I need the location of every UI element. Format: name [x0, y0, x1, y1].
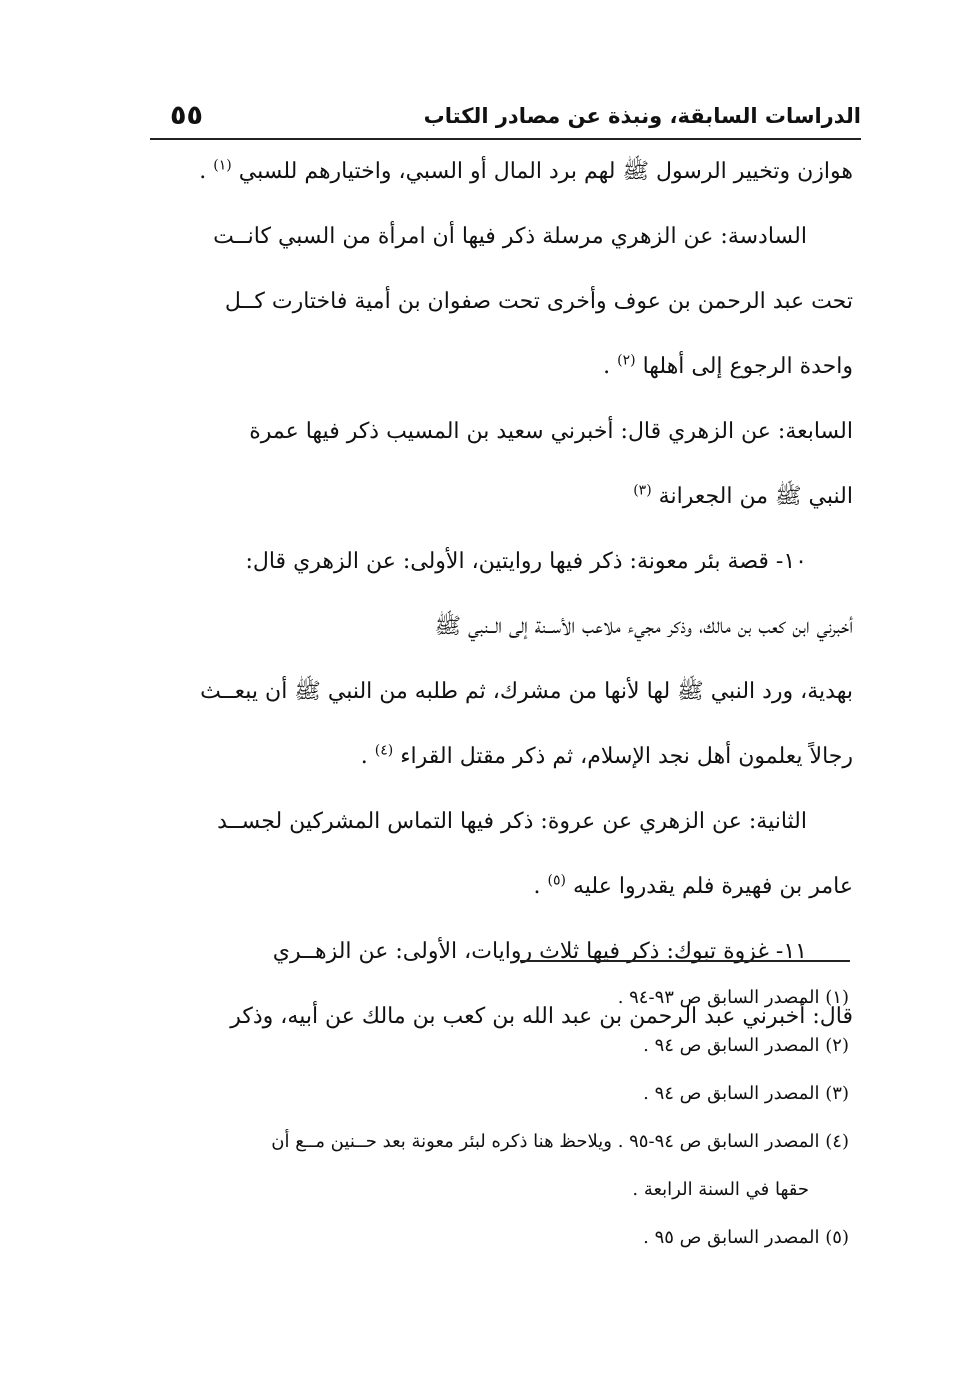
paragraph-line: هوازن وتخيير الرسول ﷺ لهم برد المال أو السبي، واختيارهم للسبي $^{(١)}$ .: [199, 157, 853, 184]
paragraph-line: تحت عبد الرحمن بن عوف وأخرى تحت صفوان بن أمية فاختارت كــل: [224, 289, 853, 314]
running-header: [150, 98, 861, 140]
footnote-marker[interactable]: (٤): [374, 742, 394, 759]
footnote-2: (٢) المصدر السابق ص ٩٤ .: [643, 1035, 849, 1056]
page-number: ٥٥: [170, 100, 203, 131]
body-text: [140, 142, 853, 1052]
footnote-4: (٤) المصدر السابق ص ٩٤-٩٥ . ويلاحظ هنا ذكره لبئر معونة بعد حــنين مــع أن: [271, 1131, 849, 1152]
running-header-title: الدراسات السابقة، ونبذة عن مصادر الكتاب: [423, 104, 861, 128]
paragraph-line: واحدة الرجوع إلى أهلها $^{(٢)}$ .: [603, 352, 853, 379]
footnotes: [140, 974, 849, 1262]
paragraph-line: عامر بن فهيرة فلم يقدروا عليه $^{(٥)}$ .: [533, 872, 853, 899]
paragraph-line: أخبرني ابن كعب بن مالك، وذكر مجيء ملاعب الأســنة إلى الــنبي ﷺ: [434, 614, 853, 639]
paragraph-line: النبي ﷺ من الجعرانة $^{(٣)}$: [633, 482, 853, 509]
footnote-marker[interactable]: (١): [213, 157, 232, 174]
paragraph-line: رجالاً يعلمون أهل نجد الإسلام، ثم ذكر مقتل القراء $^{(٤)}$ .: [360, 742, 853, 769]
footnote-1: (١) المصدر السابق ص ٩٣-٩٤ .: [617, 987, 849, 1008]
paragraph-line: ١١- غزوة تبوك: ذكر فيها ثلاث روايات، الأولى: عن الزهــري: [272, 939, 807, 964]
paragraph-line: ١٠- قصة بئر معونة: ذكر فيها روايتين، الأولى: عن الزهري قال:: [245, 549, 807, 574]
footnote-divider: [520, 960, 850, 962]
paragraph-line: الثانية: عن الزهري عن عروة: ذكر فيها التماس المشركين لجســد: [217, 809, 807, 834]
footnote-marker[interactable]: (٢): [617, 352, 636, 369]
paragraph-line: قال: أخبرني عبد الرحمن بن عبد الله بن كعب بن مالك عن أبيه، وذكر: [230, 1004, 853, 1029]
paragraph-line: بهدية، ورد النبي ﷺ لها لأنها من مشرك، ثم طلبه من النبي ﷺ أن يبعــث: [200, 679, 853, 704]
footnote-4-continuation: حقها في السنة الرابعة .: [632, 1179, 809, 1200]
paragraph-line: السادسة: عن الزهري مرسلة ذكر فيها أن امرأة من السبي كانــت: [213, 224, 807, 249]
footnote-3: (٣) المصدر السابق ص ٩٤ .: [643, 1083, 849, 1104]
footnote-5: (٥) المصدر السابق ص ٩٥ .: [643, 1227, 849, 1248]
paragraph-line: السابعة: عن الزهري قال: أخبرني سعيد بن المسيب ذكر فيها عمرة: [249, 419, 853, 444]
footnote-marker[interactable]: (٥): [547, 872, 566, 889]
footnote-marker[interactable]: (٣): [633, 482, 652, 499]
